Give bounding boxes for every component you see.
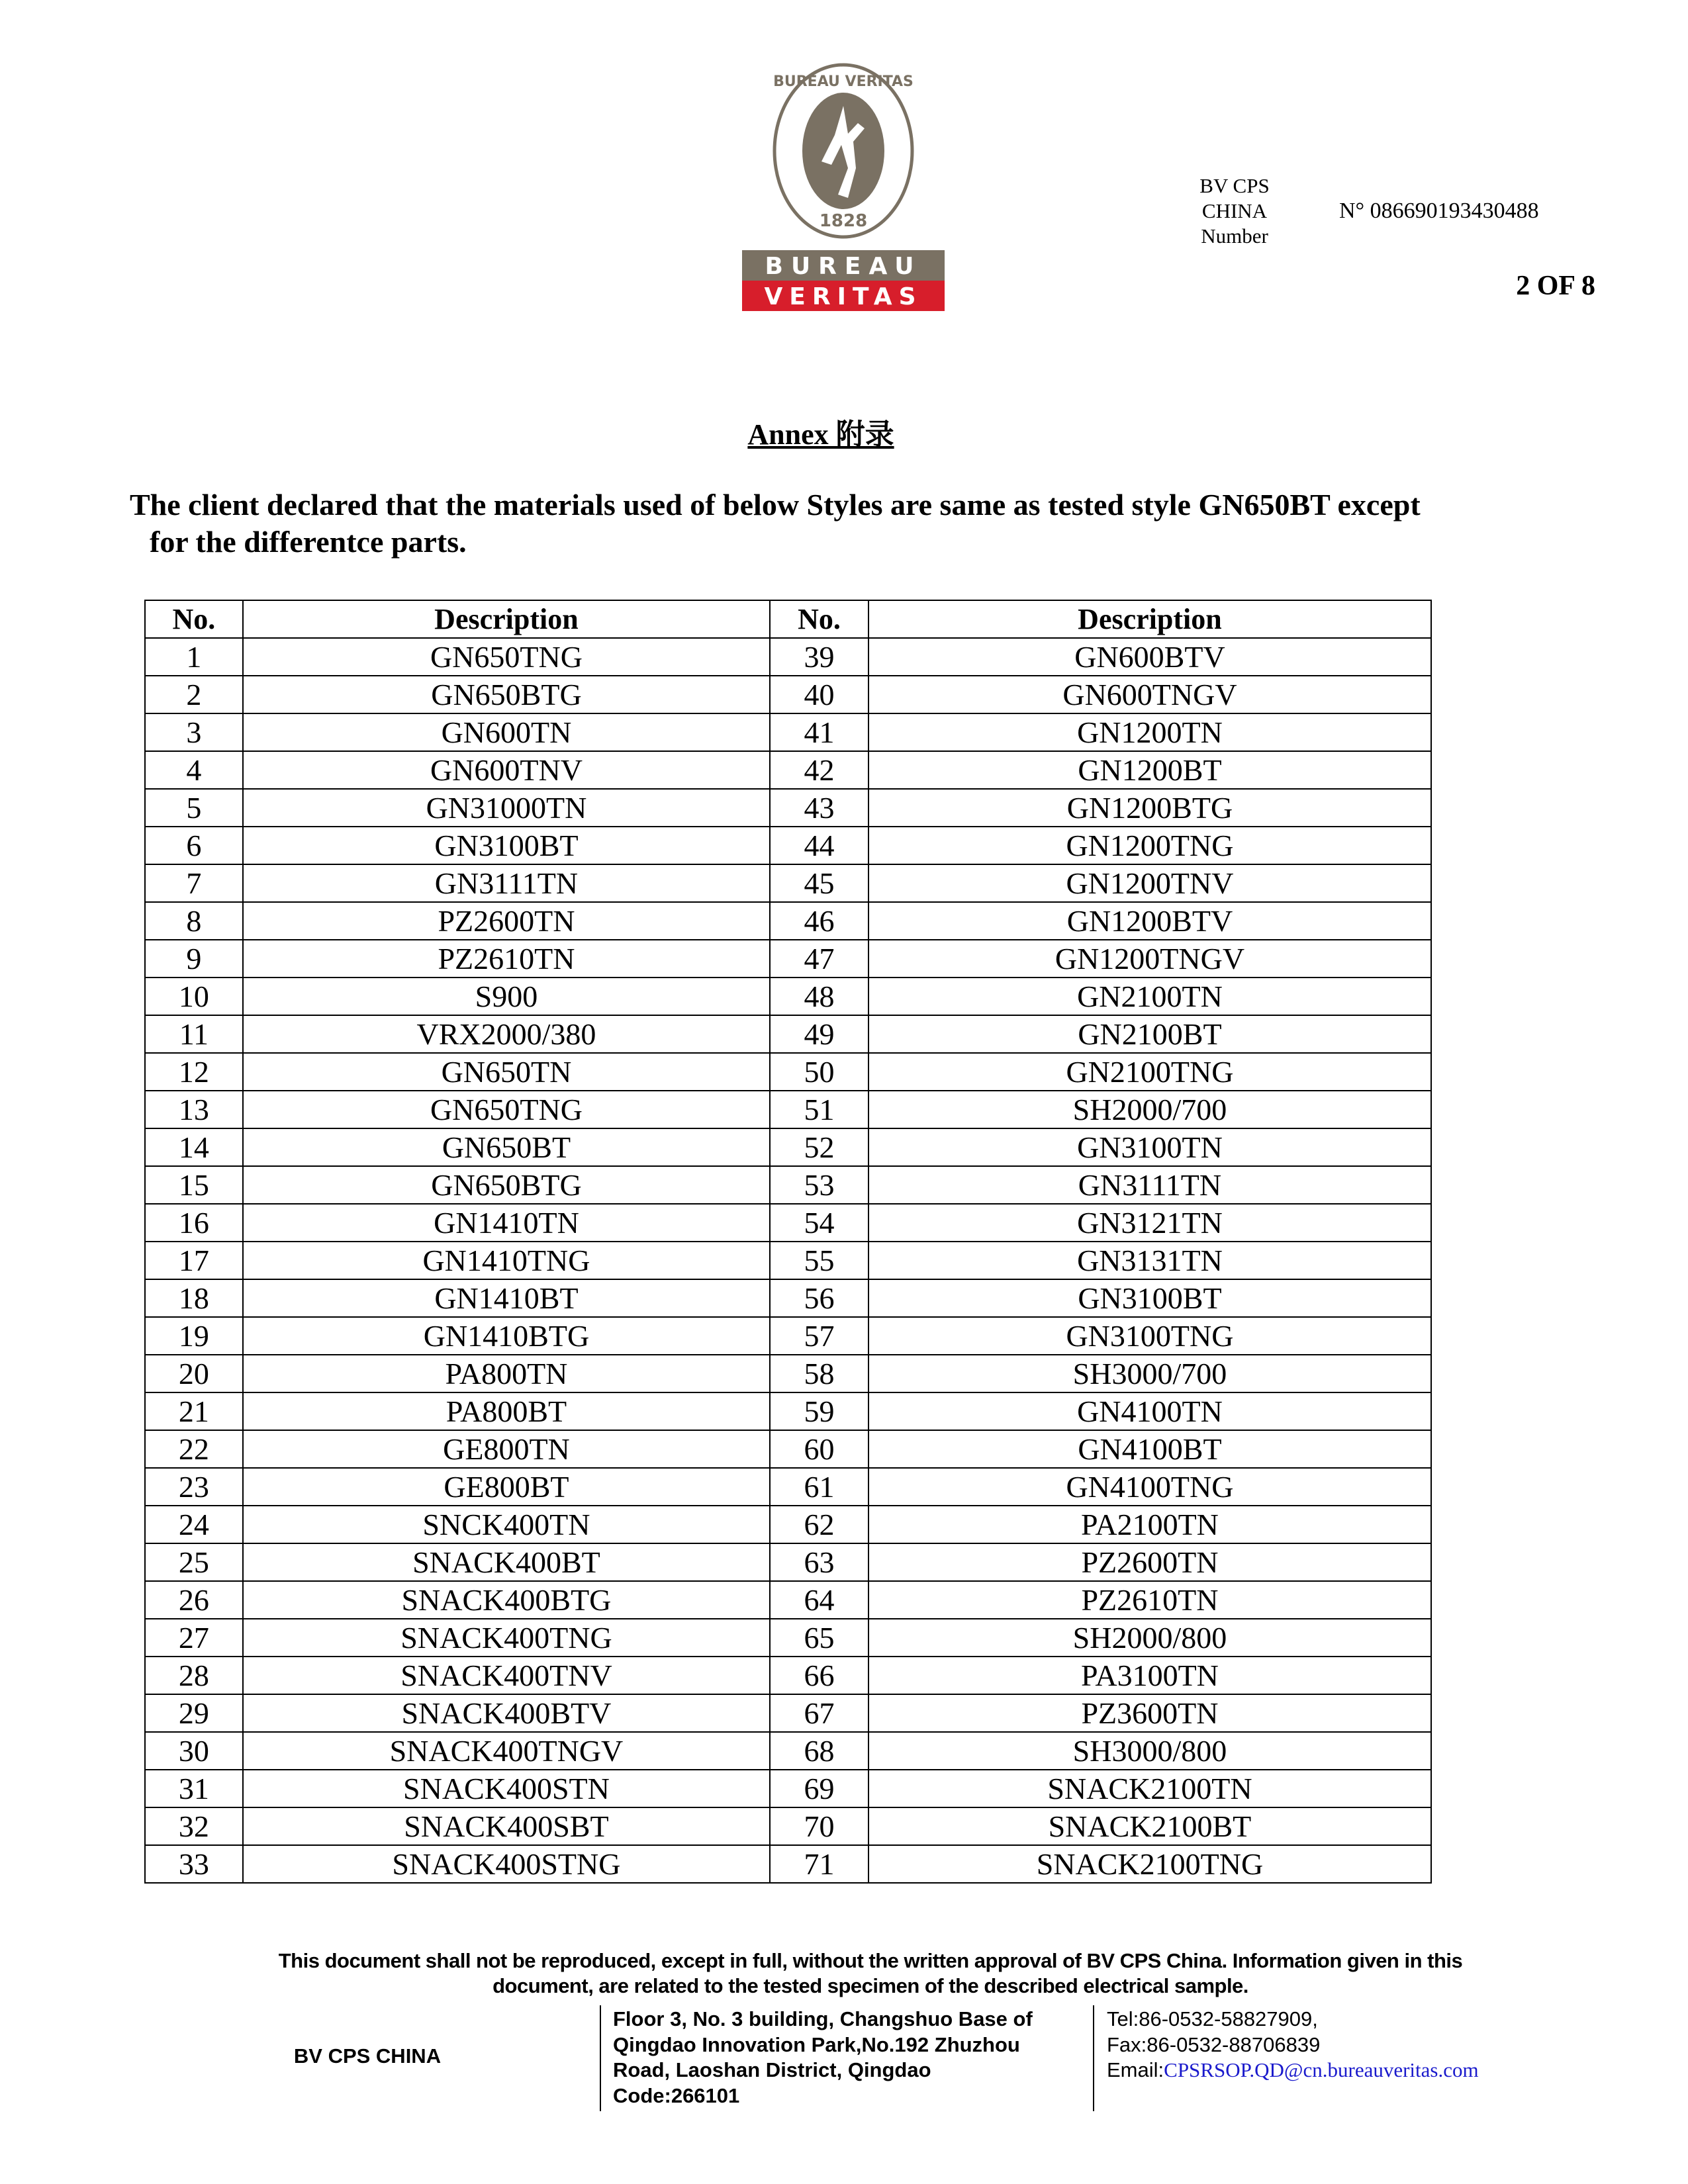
address-line: Road, Laoshan District, Qingdao xyxy=(613,2058,931,2081)
address-line: Code:266101 xyxy=(613,2083,740,2107)
table-row xyxy=(145,751,1431,789)
cell-no: 13 xyxy=(145,1091,243,1128)
footer-divider xyxy=(1093,2005,1094,2111)
cell-description: SH3000/700 xyxy=(868,1355,1431,1392)
cell-description: GN1200TNG xyxy=(868,827,1431,864)
cell-description: PZ2600TN xyxy=(868,1543,1431,1581)
table-row xyxy=(145,1845,1431,1883)
header-no: No. xyxy=(770,600,868,638)
cell-description: PZ2610TN xyxy=(243,940,770,978)
table-row xyxy=(145,1581,1431,1619)
cell-no: 53 xyxy=(770,1166,868,1204)
table-row xyxy=(145,1166,1431,1204)
cell-no: 12 xyxy=(145,1053,243,1091)
cell-description: SH2000/700 xyxy=(868,1091,1431,1128)
cell-no: 39 xyxy=(770,638,868,676)
cell-description: PA2100TN xyxy=(868,1506,1431,1543)
table-row xyxy=(145,1392,1431,1430)
cell-description: GN1200TN xyxy=(868,713,1431,751)
address-line: Floor 3, No. 3 building, Changshuo Base of xyxy=(613,2007,1033,2030)
table-row xyxy=(145,713,1431,751)
cell-description: GN4100BT xyxy=(868,1430,1431,1468)
cell-description: PA800TN xyxy=(243,1355,770,1392)
cell-no: 50 xyxy=(770,1053,868,1091)
header-no: No. xyxy=(145,600,243,638)
table-row xyxy=(145,638,1431,676)
table-row xyxy=(145,1543,1431,1581)
cell-no: 64 xyxy=(770,1581,868,1619)
table-row xyxy=(145,1242,1431,1279)
header-description: Description xyxy=(868,600,1431,638)
table-row xyxy=(145,1619,1431,1657)
cell-no: 51 xyxy=(770,1091,868,1128)
cps-label xyxy=(1185,173,1284,249)
cell-no: 25 xyxy=(145,1543,243,1581)
address-line: Qingdao Innovation Park,No.192 Zhuzhou xyxy=(613,2032,1020,2056)
cell-description: GN1200BTG xyxy=(868,789,1431,827)
cps-label-line: Number xyxy=(1201,224,1268,248)
table-row xyxy=(145,1091,1431,1128)
cell-description: GN650BTG xyxy=(243,1166,770,1204)
svg-text:1828: 1828 xyxy=(819,211,868,231)
table-row xyxy=(145,1204,1431,1242)
cell-no: 33 xyxy=(145,1845,243,1883)
cell-no: 27 xyxy=(145,1619,243,1657)
cell-no: 17 xyxy=(145,1242,243,1279)
table-row xyxy=(145,1732,1431,1770)
cps-label-line: CHINA xyxy=(1201,199,1268,222)
cell-no: 61 xyxy=(770,1468,868,1506)
disclaimer-line: This document shall not be reproduced, except in full, without the written approval of BV CPS China. Information given in this xyxy=(278,1949,1463,1972)
cell-description: GN1410BT xyxy=(243,1279,770,1317)
cell-description: SNACK400TNGV xyxy=(243,1732,770,1770)
cell-description: SNACK400SBT xyxy=(243,1807,770,1845)
cell-description: GN3100TNG xyxy=(868,1317,1431,1355)
cell-description: SNACK400BTG xyxy=(243,1581,770,1619)
table-row xyxy=(145,1355,1431,1392)
cell-no: 69 xyxy=(770,1770,868,1807)
cell-description: GN650TNG xyxy=(243,1091,770,1128)
table-row xyxy=(145,789,1431,827)
cell-no: 5 xyxy=(145,789,243,827)
cell-no: 46 xyxy=(770,902,868,940)
cell-no: 47 xyxy=(770,940,868,978)
cell-no: 41 xyxy=(770,713,868,751)
report-number: N° 086690193430488 xyxy=(1339,199,1539,223)
cell-no: 45 xyxy=(770,864,868,902)
table-row xyxy=(145,1694,1431,1732)
cell-no: 15 xyxy=(145,1166,243,1204)
cell-description: GN600TNGV xyxy=(868,676,1431,713)
cell-no: 28 xyxy=(145,1657,243,1694)
cell-no: 6 xyxy=(145,827,243,864)
table-row xyxy=(145,1657,1431,1694)
table-row xyxy=(145,1430,1431,1468)
cell-no: 54 xyxy=(770,1204,868,1242)
cell-description: S900 xyxy=(243,978,770,1015)
footer-divider xyxy=(600,2005,601,2111)
cell-no: 48 xyxy=(770,978,868,1015)
cell-no: 71 xyxy=(770,1845,868,1883)
page-indicator: 2 OF 8 xyxy=(1516,271,1595,301)
table-row xyxy=(145,1015,1431,1053)
cell-no: 63 xyxy=(770,1543,868,1581)
cell-no: 7 xyxy=(145,864,243,902)
cell-description: GN3100TN xyxy=(868,1128,1431,1166)
cell-no: 21 xyxy=(145,1392,243,1430)
cell-no: 2 xyxy=(145,676,243,713)
bureau-veritas-logo xyxy=(742,62,945,311)
cell-description: GN1410TNG xyxy=(243,1242,770,1279)
table-row xyxy=(145,1279,1431,1317)
cell-description: GN1410BTG xyxy=(243,1317,770,1355)
cell-no: 19 xyxy=(145,1317,243,1355)
cell-description: GN3111TN xyxy=(243,864,770,902)
cell-no: 49 xyxy=(770,1015,868,1053)
table-row xyxy=(145,940,1431,978)
cell-no: 1 xyxy=(145,638,243,676)
cell-no: 26 xyxy=(145,1581,243,1619)
cell-no: 42 xyxy=(770,751,868,789)
cell-description: GN2100TNG xyxy=(868,1053,1431,1091)
table-row xyxy=(145,902,1431,940)
cell-no: 9 xyxy=(145,940,243,978)
table-row xyxy=(145,1128,1431,1166)
cell-description: SNACK400TNV xyxy=(243,1657,770,1694)
annex-title: Annex 附录 xyxy=(747,418,894,451)
cell-description: GN1200TNGV xyxy=(868,940,1431,978)
cell-description: GN3131TN xyxy=(868,1242,1431,1279)
footer-fax: Fax:86-0532-88706839 xyxy=(1107,2032,1321,2056)
cell-description: GN650BT xyxy=(243,1128,770,1166)
cell-description: GN650TNG xyxy=(243,638,770,676)
svg-text:VERITAS: VERITAS xyxy=(764,283,923,310)
table-header-row xyxy=(145,600,1431,638)
cell-description: GN1410TN xyxy=(243,1204,770,1242)
cell-description: SNACK400BTV xyxy=(243,1694,770,1732)
cell-no: 22 xyxy=(145,1430,243,1468)
table-row xyxy=(145,676,1431,713)
table-row xyxy=(145,1317,1431,1355)
cell-no: 8 xyxy=(145,902,243,940)
cell-no: 52 xyxy=(770,1128,868,1166)
table-row xyxy=(145,1807,1431,1845)
cell-no: 62 xyxy=(770,1506,868,1543)
cell-no: 14 xyxy=(145,1128,243,1166)
disclaimer-line: document, are related to the tested specimen of the described electrical sample. xyxy=(492,1974,1248,1997)
table-row xyxy=(145,1506,1431,1543)
cell-description: GN650TN xyxy=(243,1053,770,1091)
cell-no: 4 xyxy=(145,751,243,789)
cps-label-line: BV CPS xyxy=(1199,174,1270,197)
cell-description: GN600TNV xyxy=(243,751,770,789)
header-description: Description xyxy=(243,600,770,638)
cell-description: SNACK2100BT xyxy=(868,1807,1431,1845)
table-row xyxy=(145,1468,1431,1506)
cell-description: SNACK400STN xyxy=(243,1770,770,1807)
cell-no: 24 xyxy=(145,1506,243,1543)
cell-description: SNACK400TNG xyxy=(243,1619,770,1657)
cell-no: 32 xyxy=(145,1807,243,1845)
footer-address xyxy=(613,2007,1076,2109)
cell-description: SNACK2100TN xyxy=(868,1770,1431,1807)
cell-no: 31 xyxy=(145,1770,243,1807)
cell-no: 43 xyxy=(770,789,868,827)
cell-description: GN600TN xyxy=(243,713,770,751)
table-row xyxy=(145,1053,1431,1091)
cell-description: PZ2600TN xyxy=(243,902,770,940)
footer-tel: Tel:86-0532-58827909, xyxy=(1107,2007,1318,2030)
cell-description: GN1200BTV xyxy=(868,902,1431,940)
cell-description: GN600BTV xyxy=(868,638,1431,676)
svg-text:BUREAU: BUREAU xyxy=(765,253,922,280)
cell-description: GN2100TN xyxy=(868,978,1431,1015)
cell-description: PA3100TN xyxy=(868,1657,1431,1694)
cell-description: GN650BTG xyxy=(243,676,770,713)
cell-no: 57 xyxy=(770,1317,868,1355)
cell-description: VRX2000/380 xyxy=(243,1015,770,1053)
cell-description: GE800TN xyxy=(243,1430,770,1468)
styles-table xyxy=(144,600,1432,1884)
cell-description: PZ3600TN xyxy=(868,1694,1431,1732)
cell-no: 18 xyxy=(145,1279,243,1317)
cell-description: GN2100BT xyxy=(868,1015,1431,1053)
cell-no: 29 xyxy=(145,1694,243,1732)
table-row xyxy=(145,827,1431,864)
cell-no: 68 xyxy=(770,1732,868,1770)
intro-paragraph xyxy=(130,486,1553,561)
cell-description: GN3121TN xyxy=(868,1204,1431,1242)
footer-company: BV CPS CHINA xyxy=(293,2044,442,2068)
cell-description: GN3100BT xyxy=(243,827,770,864)
cell-no: 30 xyxy=(145,1732,243,1770)
email-label: Email: xyxy=(1107,2058,1164,2081)
cell-no: 3 xyxy=(145,713,243,751)
cell-description: PZ2610TN xyxy=(868,1581,1431,1619)
cell-no: 55 xyxy=(770,1242,868,1279)
cell-no: 23 xyxy=(145,1468,243,1506)
cell-no: 59 xyxy=(770,1392,868,1430)
cell-no: 40 xyxy=(770,676,868,713)
cell-no: 65 xyxy=(770,1619,868,1657)
cell-description: SNCK400TN xyxy=(243,1506,770,1543)
cell-no: 56 xyxy=(770,1279,868,1317)
cell-description: SH2000/800 xyxy=(868,1619,1431,1657)
table-row xyxy=(145,864,1431,902)
intro-line: for the differentce parts. xyxy=(150,525,467,559)
cell-description: GN1200TNV xyxy=(868,864,1431,902)
cell-description: PA800BT xyxy=(243,1392,770,1430)
cell-description: GE800BT xyxy=(243,1468,770,1506)
intro-line: The client declared that the materials used of below Styles are same as tested style GN650BT except xyxy=(130,488,1421,522)
cell-no: 70 xyxy=(770,1807,868,1845)
cell-description: GN1200BT xyxy=(868,751,1431,789)
cell-description: SNACK400BT xyxy=(243,1543,770,1581)
cell-no: 60 xyxy=(770,1430,868,1468)
email-link[interactable]: CPSRSOP.QD@cn.bureauveritas.com xyxy=(1164,2058,1479,2081)
disclaimer xyxy=(132,1948,1609,1999)
cell-no: 20 xyxy=(145,1355,243,1392)
cell-description: SNACK400STNG xyxy=(243,1845,770,1883)
table-row xyxy=(145,978,1431,1015)
table-row xyxy=(145,1770,1431,1807)
cell-description: GN3111TN xyxy=(868,1166,1431,1204)
cell-description: GN4100TNG xyxy=(868,1468,1431,1506)
cell-description: SH3000/800 xyxy=(868,1732,1431,1770)
cell-no: 66 xyxy=(770,1657,868,1694)
cell-description: GN31000TN xyxy=(243,789,770,827)
cell-no: 10 xyxy=(145,978,243,1015)
cell-no: 11 xyxy=(145,1015,243,1053)
cell-no: 44 xyxy=(770,827,868,864)
cell-no: 67 xyxy=(770,1694,868,1732)
cell-description: GN3100BT xyxy=(868,1279,1431,1317)
cell-description: SNACK2100TNG xyxy=(868,1845,1431,1883)
cell-no: 58 xyxy=(770,1355,868,1392)
svg-text:BUREAU VERITAS: BUREAU VERITAS xyxy=(773,73,914,90)
cell-no: 16 xyxy=(145,1204,243,1242)
footer-contact xyxy=(1107,2007,1570,2083)
cell-description: GN4100TN xyxy=(868,1392,1431,1430)
